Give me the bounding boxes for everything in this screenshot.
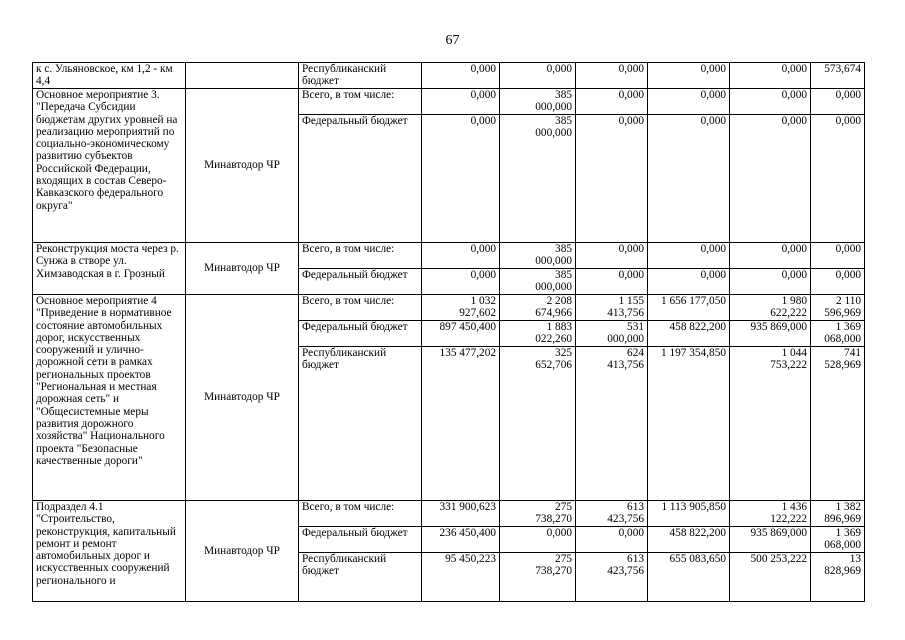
amount-cell: 275 738,270 [500,553,576,602]
amount-cell: 1 044 753,222 [730,347,811,501]
amount-cell: 0,000 [576,115,648,243]
amount-cell: 0,000 [576,89,648,115]
amount-cell: 1 369 068,000 [811,321,865,347]
amount-cell: 0,000 [811,243,865,269]
activity-name-cell: Основное мероприятие 4 "Приведение в нормативное состояние автомобильных дорог, искусственных сооружений и улично-дорожной сети в рамках региональных проектов "Региональная и местная дорожная сеть" и "Общесистемные меры развития дорожного хозяйства" Национального проекта "Безопасные качественные дороги" [33,295,186,501]
amount-cell: 385 000,000 [500,269,576,295]
funding-source-cell: Всего, в том числе: [299,243,422,269]
amount-cell: 0,000 [730,243,811,269]
amount-cell: 275 738,270 [500,501,576,527]
amount-cell: 0,000 [422,243,500,269]
amount-cell: 0,000 [648,115,730,243]
funding-source-cell: Федеральный бюджет [299,321,422,347]
amount-cell: 13 828,969 [811,553,865,602]
amount-cell: 331 900,623 [422,501,500,527]
amount-cell: 458 822,200 [648,527,730,553]
funding-source-cell: Всего, в том числе: [299,501,422,527]
activity-name-cell: Подраздел 4.1 "Строительство, реконструкция, капитальный ремонт и ремонт автомобильных дорог и искусственных сооружений регионального и [33,501,186,602]
amount-cell: 1 369 068,000 [811,527,865,553]
amount-cell: 613 423,756 [576,501,648,527]
amount-cell: 325 652,706 [500,347,576,501]
amount-cell: 1 980 622,222 [730,295,811,321]
amount-cell: 0,000 [648,243,730,269]
amount-cell: 1 032 927,602 [422,295,500,321]
amount-cell: 385 000,000 [500,89,576,115]
funding-source-cell: Республиканский бюджет [299,553,422,602]
amount-cell: 0,000 [422,269,500,295]
amount-cell: 573,674 [811,63,865,89]
amount-cell: 0,000 [811,89,865,115]
amount-cell: 0,000 [730,269,811,295]
amount-cell: 0,000 [422,89,500,115]
amount-cell: 0,000 [730,63,811,89]
table-row [33,89,865,115]
amount-cell: 0,000 [500,527,576,553]
amount-cell: 500 253,222 [730,553,811,602]
funding-source-cell: Республиканский бюджет [299,63,422,89]
activity-name-cell: Основное мероприятие 3. "Передача Субсидии бюджетам других уровней на реализацию мероприятий по социально-экономическому развитию субъектов Российской Федерации, входящих в состав Северо-Кавказского федерального округа" [33,89,186,243]
funding-source-cell: Федеральный бюджет [299,269,422,295]
amount-cell: 1 382 896,969 [811,501,865,527]
amount-cell: 0,000 [576,63,648,89]
amount-cell: 0,000 [811,269,865,295]
amount-cell: 1 436 122,222 [730,501,811,527]
amount-cell: 935 869,000 [730,321,811,347]
amount-cell: 0,000 [648,63,730,89]
amount-cell: 0,000 [576,243,648,269]
amount-cell: 0,000 [648,89,730,115]
amount-cell: 135 477,202 [422,347,500,501]
amount-cell: 0,000 [648,269,730,295]
executor-cell: Минавтодор ЧР [186,295,299,501]
table-row [33,63,865,89]
amount-cell: 385 000,000 [500,243,576,269]
executor-cell: Минавтодор ЧР [186,501,299,602]
amount-cell: 0,000 [422,63,500,89]
table-row [33,243,865,269]
amount-cell: 0,000 [500,63,576,89]
funding-source-cell: Всего, в том числе: [299,295,422,321]
amount-cell: 1 197 354,850 [648,347,730,501]
amount-cell: 0,000 [422,115,500,243]
amount-cell: 897 450,400 [422,321,500,347]
amount-cell: 0,000 [576,527,648,553]
amount-cell: 624 413,756 [576,347,648,501]
amount-cell: 1 155 413,756 [576,295,648,321]
table-row [33,295,865,321]
amount-cell: 655 083,650 [648,553,730,602]
amount-cell: 0,000 [730,115,811,243]
amount-cell: 1 113 905,850 [648,501,730,527]
amount-cell: 1 883 022,260 [500,321,576,347]
page-number: 67 [445,33,460,48]
executor-cell [186,63,299,89]
budget-table [32,62,865,602]
funding-source-cell: Республиканский бюджет [299,347,422,501]
amount-cell: 0,000 [811,115,865,243]
funding-source-cell: Федеральный бюджет [299,527,422,553]
amount-cell: 935 869,000 [730,527,811,553]
amount-cell: 2 208 674,966 [500,295,576,321]
amount-cell: 2 110 596,969 [811,295,865,321]
activity-name-cell: Реконструкция моста через р. Сунжа в створе ул. Химзаводская в г. Грозный [33,243,186,295]
amount-cell: 741 528,969 [811,347,865,501]
amount-cell: 531 000,000 [576,321,648,347]
amount-cell: 613 423,756 [576,553,648,602]
amount-cell: 458 822,200 [648,321,730,347]
amount-cell: 95 450,223 [422,553,500,602]
amount-cell: 1 656 177,050 [648,295,730,321]
executor-cell: Минавтодор ЧР [186,243,299,295]
amount-cell: 0,000 [576,269,648,295]
funding-source-cell: Всего, в том числе: [299,89,422,115]
executor-cell: Минавтодор ЧР [186,89,299,243]
amount-cell: 0,000 [730,89,811,115]
activity-name-cell: к с. Ульяновское, км 1,2 - км 4,4 [33,63,186,89]
amount-cell: 385 000,000 [500,115,576,243]
funding-source-cell: Федеральный бюджет [299,115,422,243]
table-row [33,501,865,527]
amount-cell: 236 450,400 [422,527,500,553]
